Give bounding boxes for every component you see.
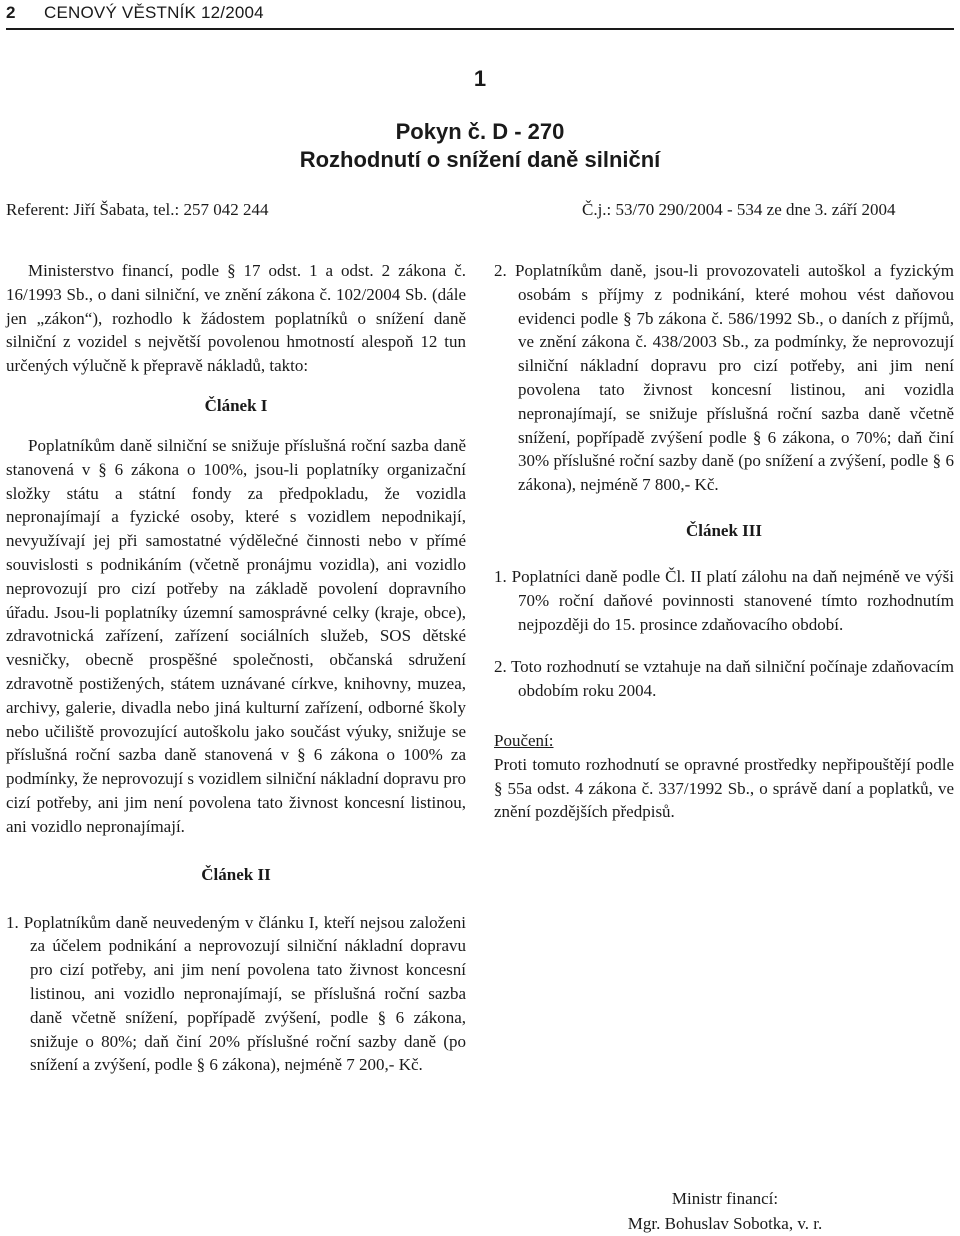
document-title <box>0 118 960 174</box>
spacer <box>494 636 954 655</box>
article-3-item-2: 2. Toto rozhodnutí se vztahuje na daň silniční počínaje zdaňovacím obdobím roku 2004. <box>494 657 954 701</box>
header-rule <box>6 28 954 30</box>
document-number: 1 <box>473 66 487 91</box>
article-2-heading: Článek II <box>201 864 271 884</box>
left-column <box>6 259 466 1077</box>
article-1-text: Poplatníkům daně silniční se snižuje příslušná roční sazba daně stanovená v § 6 zákona o 100%, jsou-li poplatníky organizační složky státu a státní fondy za předpokladu, že vozidla nepronajímají a fyzické osoby, které s vozidlem nepodnikají, nevyužívají jej při samostatné výdělečné činnosti nebo v přímé souvislosti s podnikáním (včetně pronájmu vozidla), ani vozidlo neprovozují pro cizí potřeby na základě povolení dopravního úřadu. Jsou-li poplatníky územní samosprávné celky (kraje, obce), zdravotnická zařízení, zařízení sociálních služeb, SOS dětské vesničky, obecně prospěšné společnosti, občanská sdružení zdravotně postižených, státem uznávané církve, knihovny, muzea, archivy, galerie, divadla nebo jiná kulturní zařízení, odborné školy nebo učiliště provozující autoškolu jako součást výuky, snižuje se příslušná roční sazba daně stanovená v § 6 zákona o 100% za podmínky, že neprovozují s vozidlem silniční nákladní dopravu pro cizí potřeby, ani jim není povolena tato živnost koncesní listinou, ani vozidlo nepronajímají. <box>6 435 466 836</box>
article-2-heading-wrap <box>6 839 466 911</box>
article-3-heading: Článek III <box>685 521 763 541</box>
signature-title: Ministr financí: <box>671 1189 779 1208</box>
notice-label-text: Poučení: <box>494 730 554 750</box>
page-header <box>6 0 954 32</box>
right-column <box>494 259 954 824</box>
notice-label <box>494 729 954 753</box>
article-2-item-2: 2. Poplatníkům daně, jsou-li provozovateli autoškol a fyzickým osobám s příjmy z podnikání, které mohou vést daňovou evidenci podle § 7b zákona č. 586/1992 Sb., o daních z příjmů, ve znění zákona č. 438/2003 Sb., za podmínky, že neprovozují silniční nákladní dopravu pro cizí potřeby, ani jim není povolena tato živnost koncesní listinou, ani vozidla nepronajímají, se snižuje příslušná roční sazba daně včetně snížení, popřípadě zvýšení podle § 6 zákona, o 70%; daň činí 30% příslušné roční sazby daně (po snížení a zvýšení, podle § 6 zákona), nejméně 7 800,- Kč. <box>494 261 954 495</box>
notice-text: Proti tomuto rozhodnutí se opravné prostředky nepřipouštějí podle § 55a odst. 4 zákona č. 337/1992 Sb., o správě daní a poplatků, ve znění pozdějších předpisů. <box>494 754 954 822</box>
article-1-heading-wrap <box>6 378 466 434</box>
reference-number: Č.j.: 53/70 290/2004 - 534 ze dne 3. září 2004 <box>582 200 896 219</box>
journal-title: CENOVÝ VĚSTNÍK 12/2004 <box>44 3 264 22</box>
spacer <box>494 703 954 729</box>
title-line-2: Rozhodnutí o snížení daně silniční <box>299 147 661 172</box>
article-3-heading-wrap <box>494 497 954 565</box>
signature-name: Mgr. Bohuslav Sobotka, v. r. <box>627 1214 823 1233</box>
title-line-1: Pokyn č. D - 270 <box>395 119 565 144</box>
intro-paragraph: Ministerstvo financí, podle § 17 odst. 1 a odst. 2 zákona č. 16/1993 Sb., o dani silniční, ve znění zákona č. 102/2004 Sb. (dále jen „zákon“), rozhodlo k žádostem poplatníků o snížení daně silniční z vozidel s největší povolenou hmotností alespoň 12 tun určených výlučně k přepravě nákladů, takto: <box>6 261 466 376</box>
referent-line: Referent: Jiří Šabata, tel.: 257 042 244 <box>6 200 269 219</box>
signature-block <box>600 1186 850 1236</box>
page-number: 2 <box>6 3 16 22</box>
article-3-item-1: 1. Poplatníci daně podle Čl. II platí zálohu na daň nejméně ve výši 70% roční daňové povinnosti stanovené tímto rozhodnutím nejpozději do 15. prosince zdaňovacího období. <box>494 566 954 634</box>
article-1-heading: Článek I <box>204 396 268 416</box>
article-2-item-1: 1. Poplatníkům daně neuvedeným v článku I, kteří nejsou založeni za účelem podnikání a neprovozují silniční nákladní dopravu pro cizí potřeby, ani jim není povolena tato živnost koncesní listinou, ani vozidlo nepronajímají, se příslušná roční sazba daně včetně snížení, popřípadě zvýšení, podle § 6 zákona, snižuje o 80%; daň činí 20% příslušné roční sazby daně (po snížení a zvýšení, podle § 6 zákona), nejméně 7 200,- Kč. <box>6 912 466 1075</box>
